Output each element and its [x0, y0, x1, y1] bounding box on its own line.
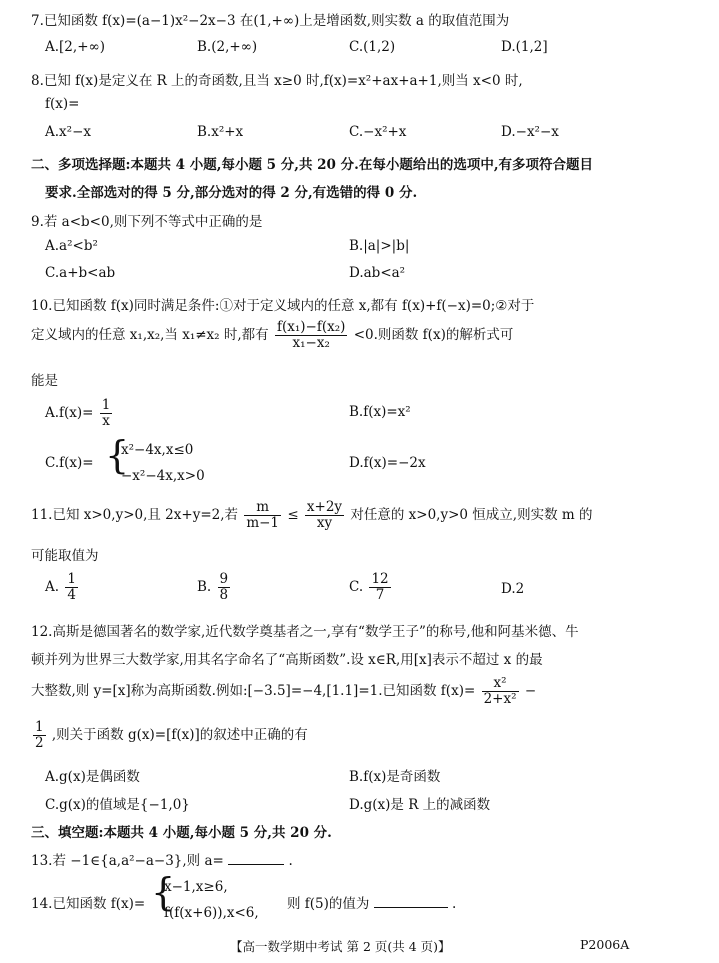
q8-option-a: A.x²−x	[45, 124, 91, 140]
section3-heading: 三、填空题:本题共 4 小题,每小题 5 分,共 20 分.	[31, 825, 332, 841]
q11-fraction-xy-denominator: xy	[316, 515, 333, 531]
q12-half-numerator: 1	[35, 719, 44, 735]
q13-answer-blank[interactable]	[228, 850, 284, 865]
q12-option-c: C.g(x)的值域是{−1,0}	[45, 797, 190, 813]
q11-fraction-m-denominator: m−1	[246, 515, 280, 531]
q14-suffix-line	[287, 892, 456, 912]
q12-option-b: B.f(x)是奇函数	[349, 769, 441, 785]
q11-fraction-xy-numerator: x+2y	[306, 499, 343, 515]
q11-option-a-numerator: 1	[67, 571, 76, 587]
q9-option-a: A.a²<b²	[45, 238, 98, 254]
footer-page-info: 【高一数学期中考试 第 2 页(共 4 页)】	[230, 939, 451, 954]
q12-stem: 12.高斯是德国著名的数学家,近代数学奠基者之一,享有“数学王子”的称号,他和阿基米德、牛	[31, 624, 579, 640]
q11-option-a-label: A.	[45, 579, 60, 595]
q7-option-c: C.(1,2)	[349, 39, 396, 55]
q14-answer-blank[interactable]	[374, 893, 448, 908]
q8-option-d: D.−x²−x	[501, 124, 559, 140]
q11-option-a-fraction	[65, 572, 78, 603]
q11-fraction-xy	[305, 500, 344, 531]
q10-option-a-fraction	[100, 398, 113, 429]
q12-stem-line3	[31, 676, 536, 707]
q12-minus-sign: −	[524, 683, 537, 699]
q8-stem: 8.已知 f(x)是定义在 R 上的奇函数,且当 x≥0 时,f(x)=x²+ax+a+1,则当 x<0 时,	[31, 73, 523, 89]
q9-option-c: C.a+b<ab	[45, 265, 116, 281]
q12-stem-line3-start: 大整数,则 y=[x]称为高斯函数.例如:[−3.5]=−4,[1.1]=1.已知函数 f(x)=	[31, 683, 476, 699]
q12-half-fraction	[33, 720, 46, 751]
q11-option-b	[197, 572, 232, 603]
q12-option-a: A.g(x)是偶函数	[45, 769, 140, 785]
q13-stem	[31, 849, 293, 869]
q12-fraction-denominator: 2+x²	[483, 691, 517, 707]
q9-option-d: D.ab<a²	[349, 265, 406, 281]
q10-fraction	[275, 320, 347, 351]
q11-option-c-numerator: 12	[371, 571, 389, 587]
q10-option-c-case2: −x²−4x,x>0	[121, 468, 205, 484]
q10-option-a	[45, 398, 114, 429]
q8-stem-continued: f(x)=	[45, 96, 80, 112]
q10-stem-line2-end: <0.则函数 f(x)的解析式可	[353, 327, 514, 343]
q12-fraction-numerator: x²	[482, 676, 519, 692]
section2-heading-continued: 要求.全部选对的得 5 分,部分选对的得 2 分,有选错的得 0 分.	[45, 185, 418, 201]
q14-case1: x−1,x≥6,	[164, 879, 228, 895]
q10-stem: 10.已知函数 f(x)同时满足条件:①对于定义域内的任意 x,都有 f(x)+f(−x)=0;②对于	[31, 298, 535, 314]
q11-stem	[31, 500, 592, 531]
q14-case2: f(f(x+6)),x<6,	[164, 905, 259, 921]
q11-option-c	[349, 572, 393, 603]
q11-le-sign: ≤	[287, 507, 299, 523]
section2-heading: 二、多项选择题:本题共 4 小题,每小题 5 分,共 20 分.在每小题给出的选项中,有多项符合题目	[31, 157, 594, 173]
q11-option-b-fraction	[218, 572, 231, 603]
q7-option-a: A.[2,+∞)	[45, 39, 106, 55]
q11-option-c-fraction	[369, 572, 390, 603]
q11-option-a	[45, 572, 80, 603]
q10-option-a-numerator: 1	[101, 397, 111, 413]
q11-fraction-m-numerator: m	[244, 500, 281, 516]
q9-stem: 9.若 a<b<0,则下列不等式中正确的是	[31, 214, 263, 230]
q11-stem-start: 11.已知 x>0,y>0,且 2x+y=2,若	[31, 507, 239, 523]
q10-option-c-brace: {	[105, 433, 130, 477]
q10-option-d: D.f(x)=−2x	[349, 455, 426, 471]
q7-stem: 7.已知函数 f(x)=(a−1)x²−2x−3 在(1,+∞)上是增函数,则实数 a 的取值范围为	[31, 13, 510, 29]
q10-stem-line2	[31, 320, 513, 351]
q12-stem-line4-text: ,则关于函数 g(x)=[f(x)]的叙述中正确的有	[51, 727, 308, 743]
q14-end: .	[452, 896, 457, 912]
q11-stem-end: 对任意的 x>0,y>0 恒成立,则实数 m 的	[350, 507, 593, 523]
q11-stem-line2: 可能取值为	[31, 548, 99, 564]
q11-option-a-denominator: 4	[67, 587, 76, 603]
q8-option-c: C.−x²+x	[349, 124, 407, 140]
q12-half-denominator: 2	[35, 735, 44, 751]
q11-option-b-label: B.	[197, 579, 212, 595]
q11-option-d: D.2	[501, 581, 525, 597]
q10-option-a-denominator: x	[102, 413, 110, 429]
q7-option-d: D.(1,2]	[501, 39, 548, 55]
q10-option-c-prefix: C.f(x)=	[45, 455, 94, 471]
q12-stem-line4	[31, 720, 308, 751]
q10-stem-line2-start: 定义域内的任意 x₁,x₂,当 x₁≠x₂ 时,都有	[31, 327, 269, 343]
q10-option-c-case1: x²−4x,x≤0	[121, 442, 194, 458]
q8-option-b: B.x²+x	[197, 124, 244, 140]
q11-option-c-denominator: 7	[375, 587, 385, 603]
q9-option-b: B.|a|>|b|	[349, 238, 410, 254]
q14-suffix: 则 f(5)的值为	[287, 896, 370, 912]
q11-option-c-label: C.	[349, 579, 364, 595]
q10-option-a-prefix: A.f(x)=	[45, 405, 94, 421]
q7-option-b: B.(2,+∞)	[197, 39, 258, 55]
q14-brace: {	[151, 870, 176, 914]
q10-option-b: B.f(x)=x²	[349, 404, 411, 420]
q11-fraction-m	[244, 500, 281, 531]
q12-option-d: D.g(x)是 R 上的减函数	[349, 797, 491, 813]
footer-code: P2006A	[580, 937, 630, 952]
q10-fraction-denominator: x₁−x₂	[292, 335, 330, 351]
q12-stem-line2: 顿并列为世界三大数学家,用其名字命名了“高斯函数”.设 x∈R,用[x]表示不超过 x 的最	[31, 652, 543, 668]
q10-stem-line3: 能是	[31, 373, 58, 389]
q10-fraction-numerator: f(x₁)−f(x₂)	[276, 319, 346, 335]
q13-stem-text: 13.若 −1∈{a,a²−a−3},则 a=	[31, 853, 224, 869]
q14-prefix: 14.已知函数 f(x)=	[31, 896, 146, 912]
q12-fraction	[482, 676, 519, 707]
q11-option-b-denominator: 8	[219, 587, 229, 603]
q11-option-b-numerator: 9	[219, 571, 229, 587]
q13-stem-end: .	[288, 853, 293, 869]
